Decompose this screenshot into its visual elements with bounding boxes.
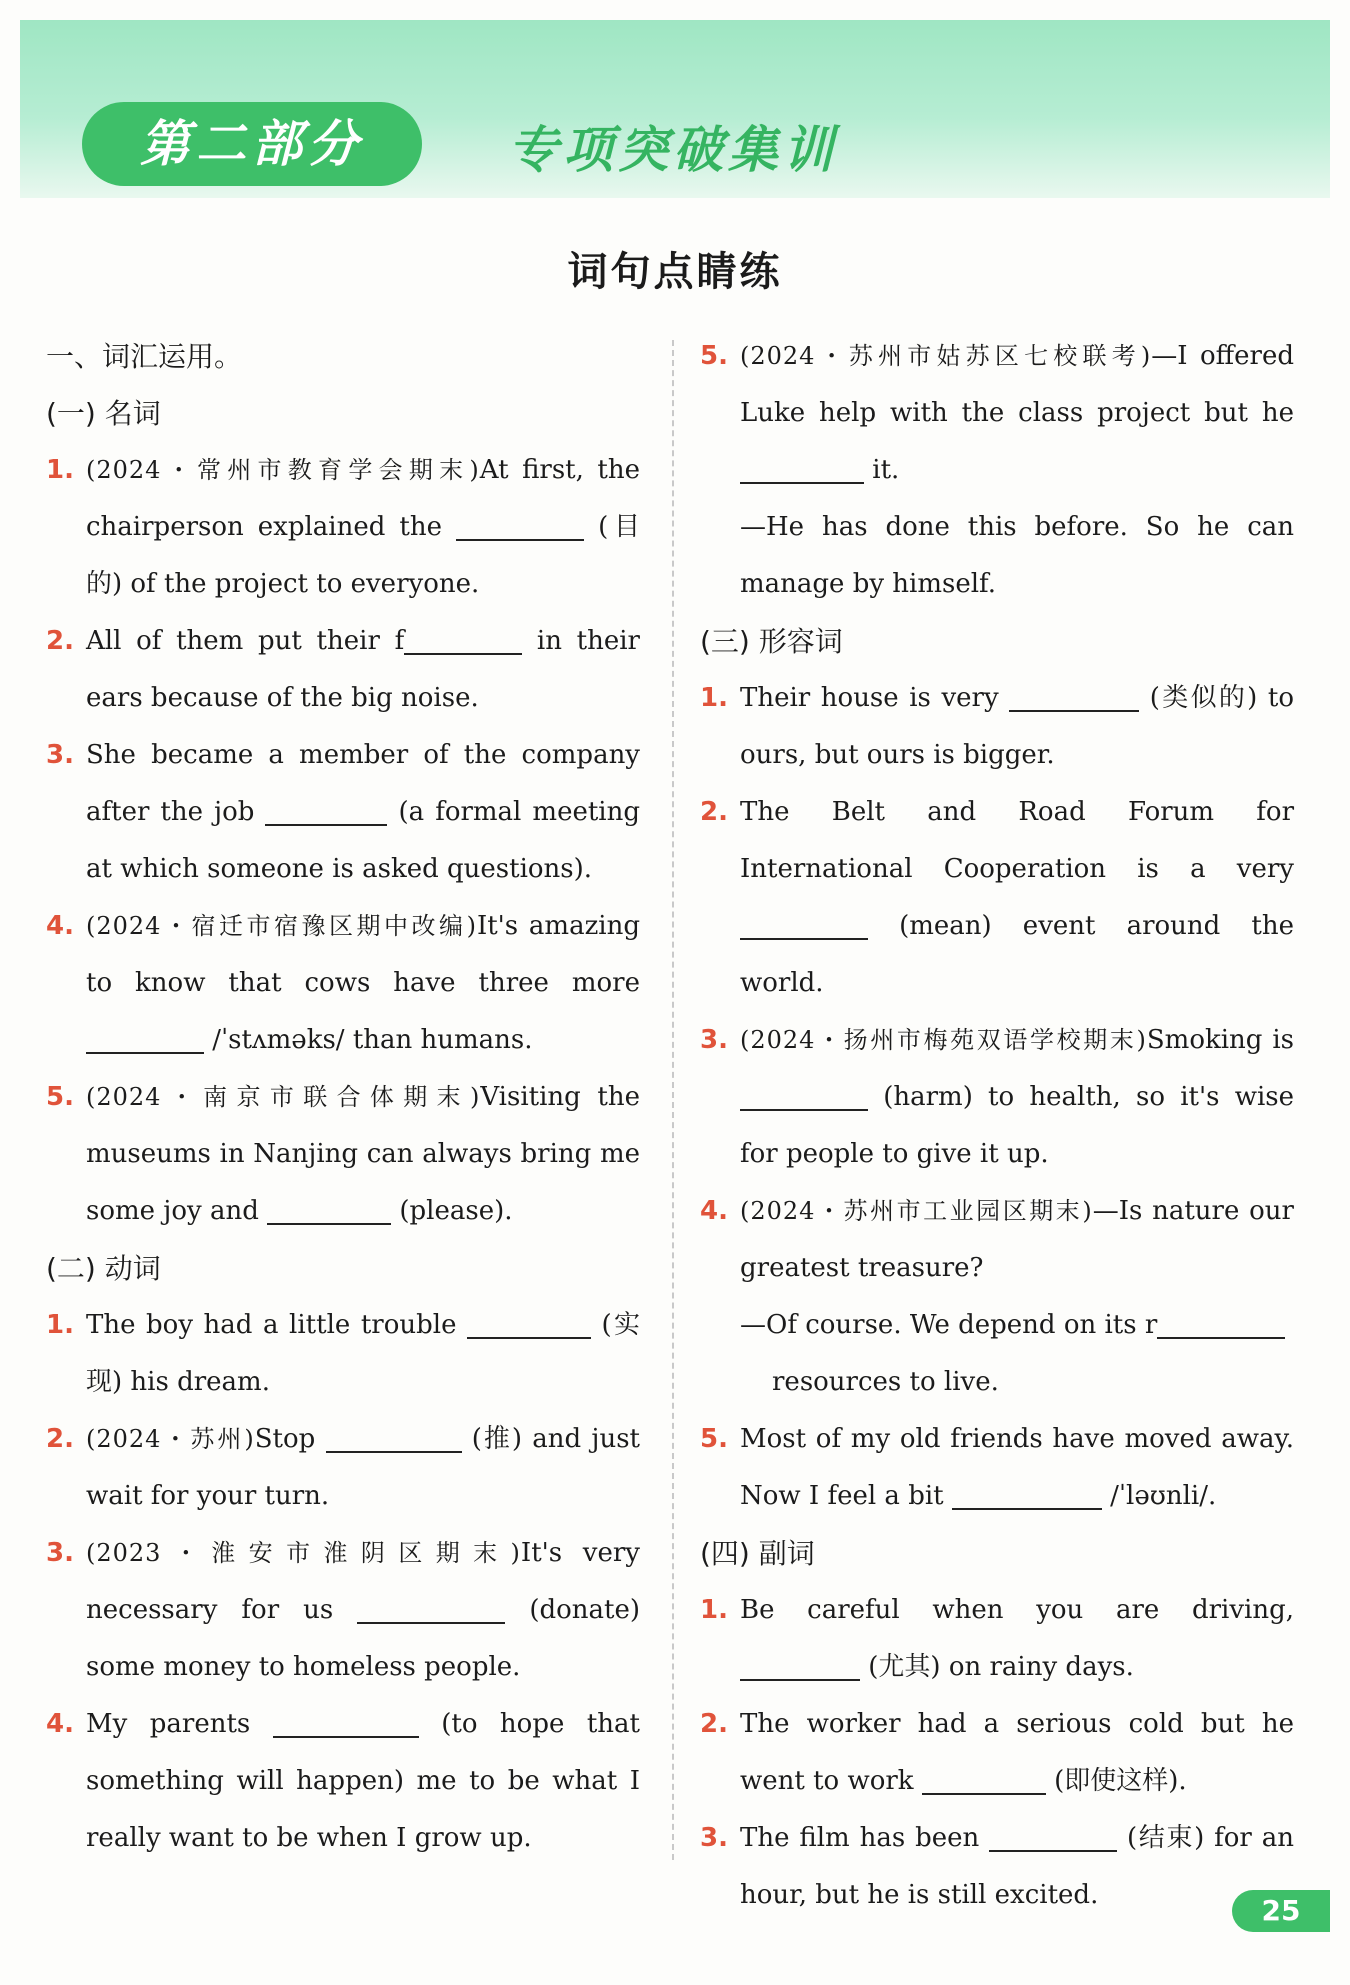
- question-number: 1.: [46, 455, 74, 485]
- question-text: The boy had a little trouble: [86, 1310, 467, 1340]
- question-text: —He has done this before. So he can manage by himself.: [740, 512, 1294, 599]
- answer-blank[interactable]: [357, 1588, 505, 1624]
- question-text: (尤其) on rainy days.: [860, 1652, 1134, 1682]
- question-text: /ˈstʌməks/ than humans.: [204, 1025, 533, 1055]
- question-text: —Is nature our greatest treasure?: [740, 1196, 1294, 1283]
- answer-blank[interactable]: [326, 1417, 462, 1453]
- answer-blank[interactable]: [456, 505, 584, 541]
- question-text: It's amazing to know that cows have three more: [86, 911, 640, 998]
- question-adv-3: [700, 1810, 1294, 1924]
- question-text: (目的) of the project to everyone.: [86, 512, 640, 599]
- question-text: (a formal meeting at which someone is asked questions).: [86, 797, 640, 884]
- question-number: 1.: [700, 683, 728, 713]
- question-number: 2.: [700, 797, 728, 827]
- question-noun-5: [46, 1069, 640, 1240]
- question-text: —I offered Luke help with the class project but he: [740, 341, 1294, 428]
- question-source: (2024・扬州市梅苑双语学校期末): [740, 1026, 1147, 1054]
- subsection-verbs: (二) 动词: [46, 1252, 161, 1285]
- question-text: (即使这样).: [1045, 1766, 1187, 1796]
- question-number: 1.: [700, 1595, 728, 1625]
- question-number: 2.: [46, 1424, 74, 1454]
- question-text: Visiting the museums in Nanjing can always bring me some joy and: [86, 1082, 640, 1226]
- part-label: 第二部分: [82, 102, 422, 186]
- question-number: 4.: [46, 911, 74, 941]
- question-text: (类似的) to ours, but ours is bigger.: [740, 683, 1294, 770]
- question-verb-3: [46, 1525, 640, 1696]
- question-number: 1.: [46, 1310, 74, 1340]
- question-number: 5.: [700, 1424, 728, 1454]
- subsection-nouns: (一) 名词: [46, 397, 161, 430]
- question-text: (harm) to health, so it's wise for people to give it up.: [740, 1082, 1294, 1169]
- question-number: 4.: [46, 1709, 74, 1739]
- question-text: Stop: [254, 1424, 326, 1454]
- question-adv-2: [700, 1696, 1294, 1810]
- question-noun-3: [46, 727, 640, 898]
- question-number: 5.: [46, 1082, 74, 1112]
- question-number: 5.: [700, 341, 728, 371]
- question-text: All of them put their f: [86, 626, 405, 656]
- question-number: 3.: [700, 1823, 728, 1853]
- answer-blank[interactable]: [740, 448, 864, 484]
- answer-blank[interactable]: [922, 1759, 1046, 1795]
- question-text: resources to live.: [772, 1367, 999, 1397]
- question-text: The worker had a serious cold but he went to work: [740, 1709, 1294, 1796]
- answer-blank[interactable]: [952, 1474, 1102, 1510]
- question-text: Be careful when you are driving,: [740, 1595, 1294, 1625]
- question-text: The film has been: [740, 1823, 990, 1853]
- question-text: The Belt and Road Forum for International Cooperation is a very: [740, 797, 1294, 884]
- answer-blank[interactable]: [1009, 676, 1139, 712]
- answer-blank[interactable]: [989, 1816, 1117, 1852]
- answer-blank[interactable]: [740, 1075, 868, 1111]
- answer-blank[interactable]: [404, 619, 522, 655]
- question-verb-1: [46, 1297, 640, 1411]
- question-number: 2.: [700, 1709, 728, 1739]
- question-number: 3.: [46, 1538, 74, 1568]
- question-adj-2: [700, 784, 1294, 1012]
- question-number: 3.: [46, 740, 74, 770]
- answer-blank[interactable]: [267, 1189, 391, 1225]
- question-adj-4: [700, 1183, 1294, 1411]
- dialog-reply: [700, 499, 1294, 613]
- question-text: (mean) event around the world.: [740, 911, 1294, 998]
- left-column: [46, 328, 640, 1867]
- question-text: Most of my old friends have moved away. Now I feel a bit: [740, 1424, 1294, 1511]
- question-noun-1: [46, 442, 640, 613]
- question-text: (to hope that something will happen) me to be what I really want to be when I grow up.: [86, 1709, 640, 1853]
- question-text: At first, the chairperson explained the: [86, 455, 641, 542]
- question-number: 4.: [700, 1196, 728, 1226]
- question-text: (donate) some money to homeless people.: [86, 1595, 640, 1682]
- subsection-adverbs: (四) 副词: [700, 1537, 815, 1570]
- question-source: (2024・苏州): [86, 1425, 255, 1453]
- question-verb-2: [46, 1411, 640, 1525]
- right-column: [700, 328, 1294, 1924]
- question-source: (2024・南京市联合体期末): [86, 1083, 481, 1111]
- answer-blank[interactable]: [86, 1018, 204, 1054]
- answer-blank[interactable]: [273, 1702, 419, 1738]
- question-text: Smoking is: [1146, 1025, 1294, 1055]
- page-number: 25: [1232, 1890, 1330, 1932]
- subsection-adjectives: (三) 形容词: [700, 625, 843, 658]
- page-title: 词句点睛练: [567, 249, 783, 295]
- question-text: (实现) his dream.: [86, 1310, 640, 1397]
- answer-blank[interactable]: [740, 904, 868, 940]
- column-divider: [672, 340, 674, 1860]
- answer-blank[interactable]: [1157, 1303, 1285, 1339]
- question-source: (2024・宿迁市宿豫区期中改编): [86, 912, 477, 940]
- question-source: (2024・苏州市姑苏区七校联考): [740, 342, 1152, 370]
- answer-blank[interactable]: [740, 1645, 860, 1681]
- question-number: 2.: [46, 626, 74, 656]
- question-text: in their ears because of the big noise.: [86, 626, 640, 713]
- question-text: —Of course. We depend on its r: [740, 1310, 1158, 1340]
- question-text: (推) and just wait for your turn.: [86, 1424, 640, 1511]
- question-source: (2024・常州市教育学会期末): [86, 456, 480, 484]
- question-noun-2: [46, 613, 640, 727]
- question-source: (2023・淮安市淮阴区期末): [86, 1539, 521, 1567]
- question-text: My parents: [86, 1709, 273, 1739]
- header-banner: [20, 20, 1330, 198]
- question-verb-5: [700, 328, 1294, 499]
- section-heading: 一、词汇运用。: [46, 340, 243, 373]
- question-verb-4: [46, 1696, 640, 1867]
- question-text: /ˈləʊnli/.: [1101, 1481, 1217, 1511]
- question-adv-1: [700, 1582, 1294, 1696]
- question-text: (结束) for an hour, but he is still excited.: [740, 1823, 1294, 1910]
- banner-title: 专项突破集训: [508, 121, 838, 179]
- question-text: (please).: [391, 1196, 513, 1226]
- question-text: She became a member of the company after the job: [86, 740, 640, 827]
- question-adj-1: [700, 670, 1294, 784]
- question-adj-3: [700, 1012, 1294, 1183]
- answer-blank[interactable]: [467, 1303, 591, 1339]
- answer-blank[interactable]: [265, 790, 387, 826]
- question-text: It's very necessary for us: [86, 1538, 640, 1625]
- question-source: (2024・苏州市工业园区期末): [740, 1197, 1093, 1225]
- question-number: 3.: [700, 1025, 728, 1055]
- question-text: Their house is very: [740, 683, 1010, 713]
- question-adj-5: [700, 1411, 1294, 1525]
- question-text: it.: [864, 455, 900, 485]
- question-noun-4: [46, 898, 640, 1069]
